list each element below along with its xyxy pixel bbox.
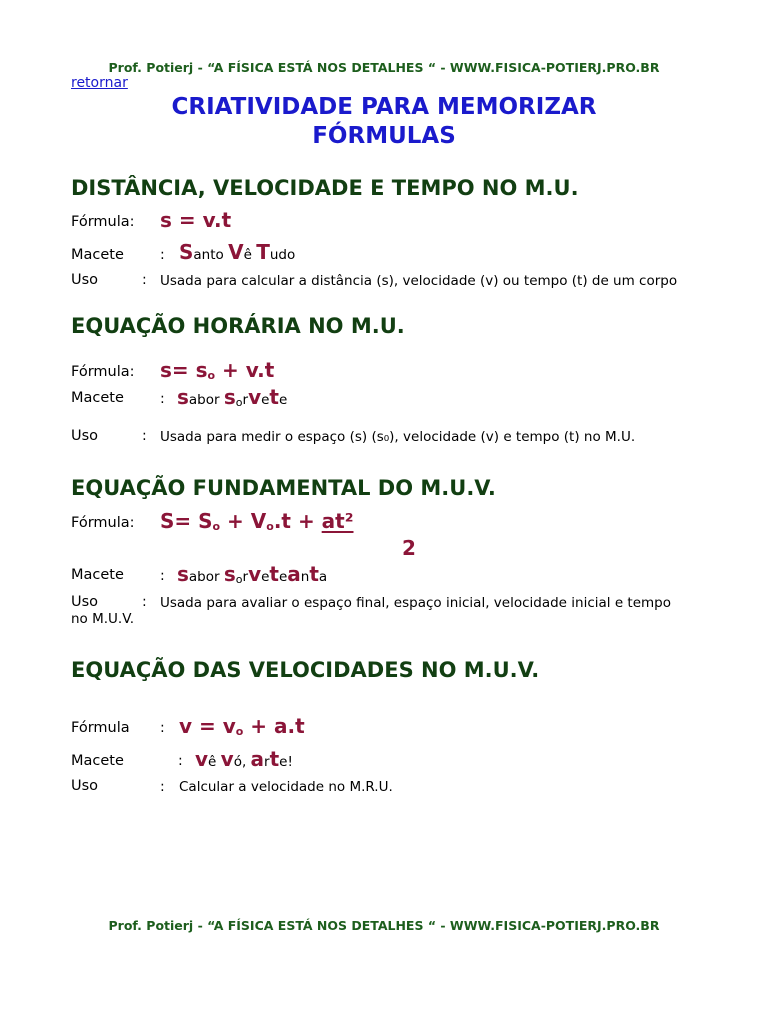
mnemonic-letter: t [269,747,280,771]
uso-label: Uso [71,272,99,288]
formula-part: + v.t [215,358,275,382]
mnemonic-rest: ê [208,754,221,770]
mnemonic-letter: v [248,385,262,409]
formula-muv-fundamental [160,509,354,533]
mnemonic-rest: ê [243,247,257,263]
mnemonic-letter: T [256,240,270,264]
mnemonic-muv-fundamental [177,562,327,586]
usage-mu-hourly: Usada para medir o espaço (s) (s₀), velocidade (v) e tempo (t) no M.U. [160,429,636,445]
formula-label: Fórmula: [71,364,135,380]
mnemonic-subscript: o [235,573,243,586]
section-heading-mu-hourly: EQUAÇÃO HORÁRIA NO M.U. [71,314,405,338]
formula-part: s= s [160,358,208,382]
mnemonic-mu-distance [179,240,295,264]
mnemonic-rest: abor [188,392,224,408]
mnemonic-rest: anto [193,247,229,263]
formula-label: Fórmula: [71,214,135,230]
mnemonic-rest: e [278,569,288,585]
mnemonic-letter: a [250,747,265,771]
page-footer: Prof. Potierj - “A FÍSICA ESTÁ NOS DETALHES “ - WWW.FISICA-POTIERJ.PRO.BR [108,918,660,933]
mnemonic-mu-hourly [177,385,287,409]
formula-denominator: 2 [402,536,416,560]
mnemonic-letter: v [195,747,209,771]
macete-label: Macete [71,247,124,263]
formula-label: Fórmula: [71,515,135,531]
usage-muv-fundamental-line1: Usada para avaliar o espaço final, espaço inicial, velocidade inicial e tempo [160,595,671,611]
mnemonic-letter: V [228,240,244,264]
page-title-line1: CRIATIVIDADE PARA MEMORIZAR [171,94,597,120]
mnemonic-letter: t [269,562,279,586]
formula-part: .t + [273,509,322,533]
uso-colon: : [142,594,147,610]
page-header: Prof. Potierj - “A FÍSICA ESTÁ NOS DETALHES “ - WWW.FISICA-POTIERJ.PRO.BR [108,60,660,75]
mnemonic-letter: v [220,747,234,771]
macete-label: Macete [71,753,124,769]
mnemonic-letter: s [223,385,236,409]
mnemonic-rest: r [264,754,270,770]
formula-part: + a.t [243,714,305,738]
macete-colon: : [160,247,165,263]
mnemonic-rest: n [300,569,310,585]
formula-colon: : [160,720,165,736]
mnemonic-rest: a [318,569,328,585]
mnemonic-rest: r [242,392,249,408]
usage-muv-fundamental-line2: no M.U.V. [71,611,135,627]
mnemonic-letter: S [179,240,194,264]
formula-subscript: o [235,725,244,738]
section-heading-muv-velocity: EQUAÇÃO DAS VELOCIDADES NO M.U.V. [71,658,540,682]
macete-colon: : [160,568,165,584]
uso-colon: : [142,272,147,288]
uso-label: Uso [71,428,99,444]
formula-subscript: o [212,520,221,533]
usage-mu-distance: Usada para calcular a distância (s), velocidade (v) ou tempo (t) de um corpo [160,273,678,289]
mnemonic-letter: s [177,385,189,409]
macete-label: Macete [71,390,124,406]
mnemonic-rest: abor [188,569,224,585]
back-link[interactable]: retornar [71,75,128,91]
formula-part: v = v [179,714,236,738]
formula-subscript: o [266,520,274,533]
formula-label: Fórmula [71,720,130,736]
section-heading-mu-distance: DISTÂNCIA, VELOCIDADE E TEMPO NO M.U. [71,176,579,200]
mnemonic-rest: udo [269,247,296,263]
mnemonic-rest: e! [279,754,293,770]
mnemonic-rest: r [242,569,249,585]
macete-colon: : [178,753,183,769]
formula-part: S= S [160,509,213,533]
mnemonic-letter: t [309,562,319,586]
formula-numerator: at² [321,509,354,533]
mnemonic-rest: e [261,392,270,408]
formula-part: + V [220,509,267,533]
mnemonic-letter: v [248,562,262,586]
formula-subscript: o [207,369,216,382]
formula-mu-distance: s = v.t [160,208,232,232]
formula-muv-velocity [179,714,305,738]
formula-mu-hourly [160,358,274,382]
page-title-line2: FÓRMULAS [312,123,456,149]
section-heading-muv-fundamental: EQUAÇÃO FUNDAMENTAL DO M.U.V. [71,476,496,500]
uso-colon: : [142,428,147,444]
mnemonic-rest: e [261,569,270,585]
mnemonic-subscript: o [235,396,243,409]
mnemonic-letter: s [223,562,236,586]
mnemonic-muv-velocity [195,747,293,771]
macete-label: Macete [71,567,124,583]
mnemonic-letter: a [287,562,301,586]
macete-colon: : [160,391,165,407]
uso-label: Uso [71,594,99,610]
usage-muv-velocity: Calcular a velocidade no M.R.U. [179,779,393,795]
mnemonic-rest: ó, [233,754,251,770]
uso-colon: : [160,779,165,795]
mnemonic-letter: t [269,385,279,409]
uso-label: Uso [71,778,99,794]
mnemonic-rest: e [278,392,288,408]
mnemonic-letter: s [177,562,189,586]
